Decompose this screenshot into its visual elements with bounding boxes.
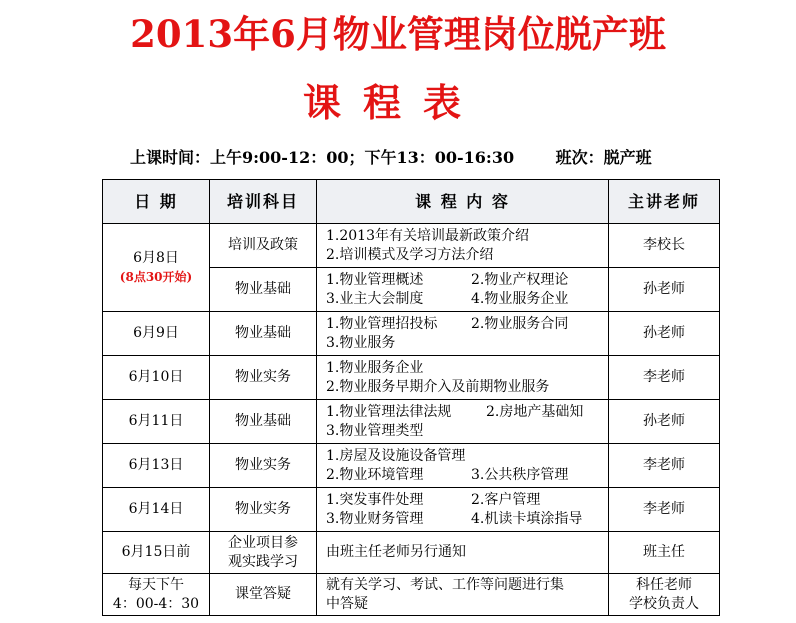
content-cell: 1.2013年有关培训最新政策介绍 2.培训模式及学习方法介绍	[317, 224, 609, 268]
teacher-cell: 班主任	[609, 532, 720, 574]
schedule-table	[102, 179, 720, 616]
table-row	[103, 400, 720, 444]
subject-cell: 物业基础	[210, 312, 317, 356]
date-cell: 6月10日	[103, 356, 210, 400]
page-title: 2013年6月物业管理岗位脱产班	[130, 12, 666, 56]
teacher-cell: 李老师	[609, 356, 720, 400]
table-row	[103, 574, 720, 616]
subject-cell: 物业基础	[210, 268, 317, 312]
subject-cell: 培训及政策	[210, 224, 317, 268]
subject-cell: 物业实务	[210, 488, 317, 532]
teacher-cell: 李校长	[609, 224, 720, 268]
teacher-cell: 李老师	[609, 488, 720, 532]
header-content: 课 程 内 容	[317, 180, 609, 224]
header-teacher: 主讲老师	[609, 180, 720, 224]
subject-cell: 课堂答疑	[210, 574, 317, 616]
table-row	[103, 532, 720, 574]
date-note: (8点30开始)	[119, 270, 193, 284]
teacher-cell: 孙老师	[609, 268, 720, 312]
teacher-cell: 科任老师 学校负责人	[609, 574, 720, 616]
date-cell: 6月11日	[103, 400, 210, 444]
subject-cell: 企业项目参 观实践学习	[210, 532, 317, 574]
table-row	[103, 444, 720, 488]
class-time: 上课时间：上午9:00-12：00；下午13：00-16:30	[130, 148, 515, 167]
teacher-cell: 孙老师	[609, 312, 720, 356]
date-cell: 6月8日 (8点30开始)	[103, 224, 210, 312]
table-row	[103, 488, 720, 532]
header-date: 日 期	[103, 180, 210, 224]
table-row	[103, 312, 720, 356]
date-cell: 6月9日	[103, 312, 210, 356]
content-cell: 1.物业管理法律法规 2.房地产基础知 3.物业管理类型	[317, 400, 609, 444]
date-cell: 6月14日	[103, 488, 210, 532]
date-cell: 6月13日	[103, 444, 210, 488]
teacher-cell: 李老师	[609, 444, 720, 488]
content-cell: 就有关学习、考试、工作等问题进行集 中答疑	[317, 574, 609, 616]
content-cell: 1.突发事件处理 2.客户管理 3.物业财务管理 4.机读卡填涂指导	[317, 488, 609, 532]
teacher-cell: 孙老师	[609, 400, 720, 444]
content-cell: 1.物业管理招投标 2.物业服务合同 3.物业服务	[317, 312, 609, 356]
subject-cell: 物业基础	[210, 400, 317, 444]
subject-cell: 物业实务	[210, 356, 317, 400]
class-type: 班次：脱产班	[555, 148, 652, 167]
table-row	[103, 356, 720, 400]
date-cell: 6月15日前	[103, 532, 210, 574]
page-subtitle: 课程表	[302, 80, 483, 125]
table-header-row	[103, 180, 720, 224]
content-cell: 1.物业服务企业 2.物业服务早期介入及前期物业服务	[317, 356, 609, 400]
schedule-info	[130, 147, 750, 169]
content-cell: 1.房屋及设施设备管理 2.物业环境管理 3.公共秩序管理	[317, 444, 609, 488]
date-cell: 每天下午 4：00-4：30	[103, 574, 210, 616]
table-row	[103, 224, 720, 268]
header-subject: 培训科目	[210, 180, 317, 224]
content-cell: 1.物业管理概述 2.物业产权理论 3.业主大会制度 4.物业服务企业	[317, 268, 609, 312]
subject-cell: 物业实务	[210, 444, 317, 488]
content-cell: 由班主任老师另行通知	[317, 532, 609, 574]
